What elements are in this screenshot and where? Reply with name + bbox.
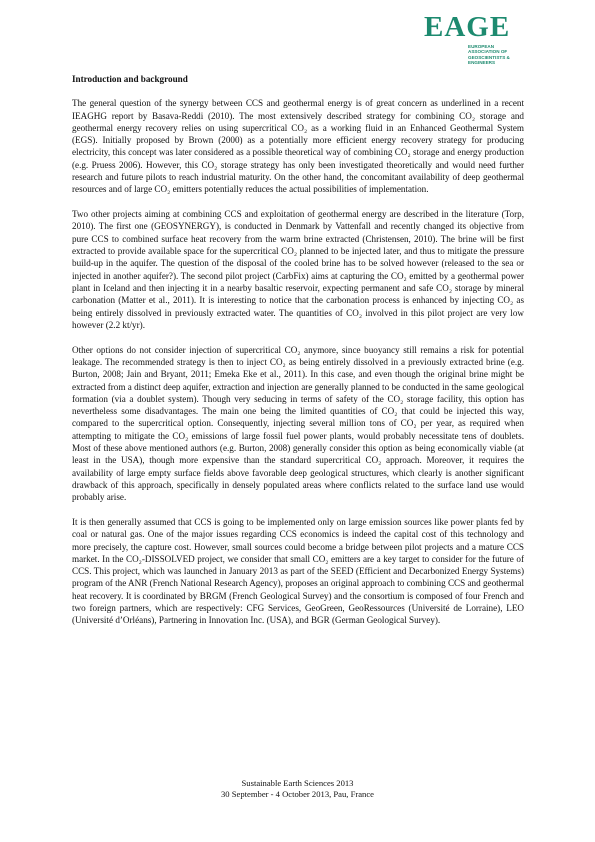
paragraph-4: It is then generally assumed that CCS is going to be implemented only on large emission sources like power plants fed by coal or natural gas. One of the major issues regarding CCS economics is indeed the capital cost of this technology and more precisely, the capture cost. However, small sources could become a bridge between pilot projects and a mature CCS market. In the CO₂-DISSOLVED project, we consider that small CO₂ emitters are a key target to consider for the future of CCS. This project, which was launched in January 2013 as part of the SEED (Efficient and Decarbonized Energy Systems) program of the ANR (French National Research Agency), proposes an original approach to combining CCS and geothermal heat recovery. It is coordinated by BRGM (French Geological Survey) and the consortium is composed of four French and two foreign partners, which are respectively: CFG Services, GeoGreen, GeoRessources (Université de Lorraine), LEO (Université d’Orléans), Partnering in Innovation Inc. (USA), and BGR (German Geological Survey). — [72, 517, 524, 626]
eage-logo — [400, 12, 550, 68]
logo-line: ENGINEERS — [468, 60, 496, 66]
logo-line: ASSOCIATION OF — [468, 49, 508, 55]
paragraph-1: The general question of the synergy between CCS and geothermal energy is of great concern as underlined in a recent IEAGHG report by Basava-Reddi (2010). The most extensively described strategy for combining CO₂ storage and geothermal energy recovery relies on using supercritical CO₂ as a working fluid in an Enhanced Geothermal System (EGS). Initially proposed by Brown (2000) as a potentially more efficient energy recovery strategy for producing electricity, this concept was later considered as a possible theoretical way of combining CO₂ storage and energy production (e.g. Pruess 2006). However, this CO₂ storage strategy has only been investigated theoretically and would need further research and future pilots to reach industrial maturity. On the other hand, the concomitant availability of deep geothermal resources and of large CO₂ emitters potentially reduces the actual possibilities of implementation. — [72, 98, 524, 195]
main-content — [72, 73, 524, 639]
paragraph-3: Other options do not consider injection of supercritical CO₂ anymore, since buoyancy still remains a risk for potential leakage. The recommended strategy is then to inject CO₂ as being entirely dissolved in a previously extracted brine (e.g. Burton, 2008; Jain and Bryant, 2011; Emeka Eke et al., 2011). In this case, and even though the original brine might be extracted from a distinct deep aquifer, extraction and injection are generally planned to be conducted in the same geological formation (via a doublet system). Though very seducing in terms of safety of the CO₂ storage facility, this option has nevertheless some disadvantages. The main one being the limited quantities of CO₂ that could be injected this way, compared to the supercritical option. Consequently, injecting several million tons of CO₂ per year, as required when attempting to mitigate the CO₂ emissions of large fossil fuel power plants, would probably necessitate tens of doublets. Most of these above mentioned authors (e.g. Burton, 2008) generally consider this option as being economically viable (at least in the USA), though more expensive than the standard supercritical CO₂ approach. Moreover, it requires the availability of large empty surface fields above favorable deep geological structures, which clearly is another significant drawback of this approach, specifically in densely populated areas where conflicts related to the surface land use would probably arise. — [72, 344, 524, 503]
logo-tagline — [468, 44, 548, 66]
footer-dates: 30 September - 4 October 2013, Pau, France — [221, 789, 374, 799]
footer-conference: Sustainable Earth Sciences 2013 — [241, 778, 354, 788]
logo-wordmark: EAGE — [424, 11, 511, 43]
logo-line: EUROPEAN — [468, 44, 495, 49]
paragraph-2: Two other projects aiming at combining CCS and exploitation of geothermal energy are described in the literature (Torp, 2010). The first one (GEOSYNERGY), is conducted in Denmark by Vattenfall and recently changed its objective from pure CCS to combined surface heat recovery from the warm brine extracted (Christensen, 2010). The brine will be first extracted to provide available space for the supercritical CO₂ planned to be injected later, and thus to mitigate the pressure build-up in the aquifer. The question of the disposal of the cooled brine has to be solved however (released to the sea or injected in another aquifer?). The second pilot project (CarbFix) aims at capturing the CO₂ emitted by a geothermal power plant in Iceland and then injecting it in a nearby basaltic reservoir, expecting permanent and safe CO₂ storage by mineral carbonation (Matter et al., 2011). It is interesting to notice that the carbonation process is enhanced by injecting CO₂ as being entirely dissolved in previously extracted water. The quantities of CO₂ involved in this pilot project are very low however (2.2 kt/yr). — [72, 209, 524, 330]
logo-line: GEOSCIENTISTS & — [468, 54, 510, 60]
section-heading: Introduction and background — [72, 74, 188, 84]
page-footer — [0, 778, 595, 800]
